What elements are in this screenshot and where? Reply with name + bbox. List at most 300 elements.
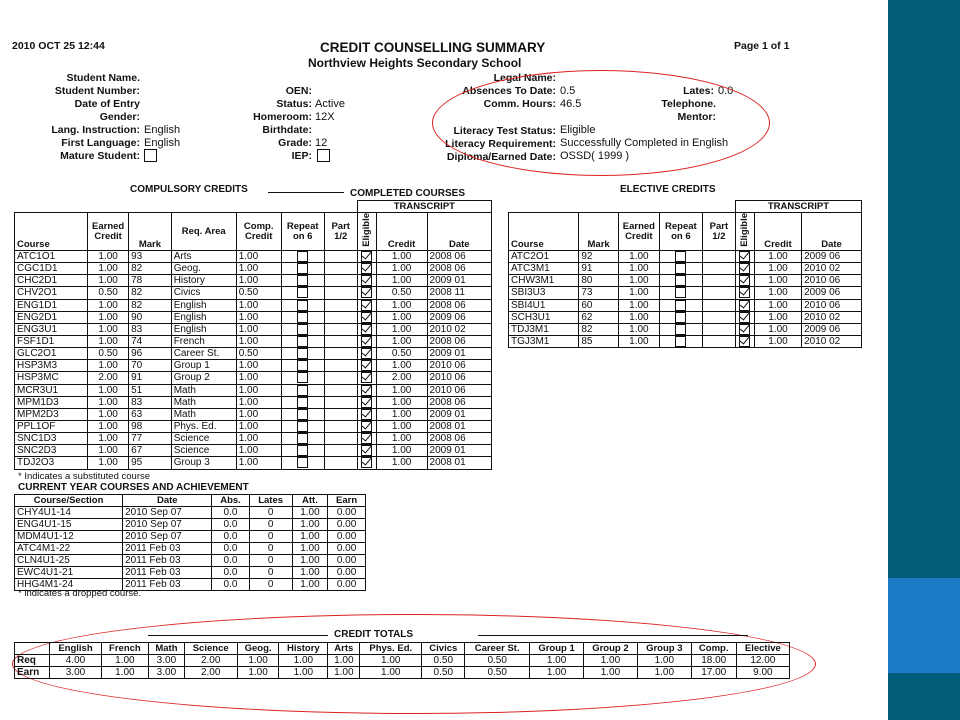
course-code: CGC1D1 (15, 263, 88, 275)
elective-row (509, 311, 862, 323)
transcript-date: 2009 06 (802, 251, 862, 263)
repeat-checkbox (297, 372, 308, 383)
transcript-credit: 1.00 (376, 420, 427, 432)
value-first-language: English (144, 137, 181, 149)
req-area: Phys. Ed. (171, 420, 236, 432)
repeat-checkbox (675, 312, 686, 323)
totals-value: 1.00 (101, 655, 149, 667)
part-cell (324, 335, 357, 347)
part-cell (324, 275, 357, 287)
repeat-checkbox-cell (659, 263, 702, 275)
req-area: Math (171, 408, 236, 420)
eligible-checkbox (361, 457, 372, 468)
transcript-date: 2009 01 (427, 408, 491, 420)
transcript-date: 2008 06 (427, 299, 491, 311)
transcript-date: 2010 02 (802, 335, 862, 347)
earned: 0.00 (328, 543, 366, 555)
repeat-checkbox (675, 300, 686, 311)
label-oen: OEN: (285, 85, 312, 97)
report-title: CREDIT COUNSELLING SUMMARY (320, 40, 546, 55)
totals-value: 0.50 (465, 655, 530, 667)
totals-row (15, 667, 790, 679)
eligible-checkbox (739, 300, 750, 311)
label-birthdate: Birthdate: (262, 124, 312, 136)
course-code: HSP3MC (15, 372, 88, 384)
transcript-credit: 1.00 (376, 457, 427, 469)
label-grade: Grade: (278, 137, 312, 149)
mark: 78 (129, 275, 172, 287)
transcript-credit: 1.00 (376, 335, 427, 347)
earned-credit: 1.00 (618, 251, 659, 263)
comp-credit: 1.00 (236, 408, 281, 420)
compulsory-row (15, 396, 492, 408)
totals-header: Math (149, 643, 184, 655)
repeat-checkbox-cell (659, 323, 702, 335)
repeat-checkbox-cell (281, 287, 324, 299)
part-cell (324, 445, 357, 457)
value-lang-instruction: English (144, 124, 181, 136)
comp-credit: 1.00 (236, 445, 281, 457)
course-code: SBI4U1 (509, 299, 579, 311)
repeat-checkbox (675, 275, 686, 286)
totals-row-label: Req (15, 655, 50, 667)
req-area: Science (171, 433, 236, 445)
earned-credit: 1.00 (618, 335, 659, 347)
mark: 96 (129, 348, 172, 360)
transcript-credit: 1.00 (376, 323, 427, 335)
earned-credit: 1.00 (88, 445, 129, 457)
transcript-date: 2010 06 (427, 384, 491, 396)
repeat-checkbox (297, 275, 308, 286)
attempted: 1.00 (292, 567, 327, 579)
part-cell (324, 287, 357, 299)
req-area: Civics (171, 287, 236, 299)
compulsory-row (15, 263, 492, 275)
course-section: EWC4U1-21 (15, 567, 123, 579)
totals-row (15, 655, 790, 667)
earned-credit: 1.00 (88, 275, 129, 287)
comp-credit: 1.00 (236, 263, 281, 275)
section-elective: ELECTIVE CREDITS (620, 184, 716, 195)
credit-counselling-document (8, 28, 884, 718)
totals-value: 3.00 (50, 667, 101, 679)
header-course: Course (15, 213, 88, 251)
earned-credit: 1.00 (88, 408, 129, 420)
current-header-date: Date (123, 495, 212, 507)
header-mark: Mark (129, 213, 172, 251)
repeat-checkbox-cell (281, 311, 324, 323)
transcript-credit: 1.00 (376, 311, 427, 323)
header-earned-credit: Earned Credit (88, 213, 129, 251)
elective-header-course: Course (509, 213, 579, 251)
transcript-credit: 1.00 (376, 384, 427, 396)
totals-value: 1.00 (360, 667, 422, 679)
transcript-date: 2010 02 (427, 323, 491, 335)
part-cell (324, 457, 357, 469)
value-diploma: OSSD( 1999 ) (560, 150, 630, 162)
comp-credit: 1.00 (236, 299, 281, 311)
mark: 82 (129, 287, 172, 299)
course-code: MCR3U1 (15, 384, 88, 396)
transcript-credit: 1.00 (754, 311, 801, 323)
comp-credit: 1.00 (236, 420, 281, 432)
earned: 0.00 (328, 531, 366, 543)
earned: 0.00 (328, 519, 366, 531)
part-cell (702, 335, 735, 347)
comp-credit: 1.00 (236, 384, 281, 396)
repeat-checkbox-cell (281, 433, 324, 445)
transcript-date: 2008 01 (427, 457, 491, 469)
earned-credit: 1.00 (618, 299, 659, 311)
totals-value: 1.00 (237, 655, 279, 667)
mark: 91 (129, 372, 172, 384)
current-header-earn: Earn (328, 495, 366, 507)
earned-credit: 1.00 (88, 384, 129, 396)
earned-credit: 1.00 (88, 457, 129, 469)
totals-header: Elective (736, 643, 789, 655)
transcript-header-elective: TRANSCRIPT (735, 201, 861, 213)
repeat-checkbox-cell (281, 457, 324, 469)
transcript-credit: 1.00 (754, 287, 801, 299)
mark: 98 (129, 420, 172, 432)
part-cell (324, 408, 357, 420)
header-req-area: Req. Area (171, 213, 236, 251)
req-area: Science (171, 445, 236, 457)
course-code: MPM1D3 (15, 396, 88, 408)
part-cell (702, 263, 735, 275)
elective-header-repeat: Repeat on 6 (659, 213, 702, 251)
totals-value: 17.00 (691, 667, 736, 679)
mark: 92 (579, 251, 619, 263)
transcript-credit: 1.00 (376, 408, 427, 420)
compulsory-row (15, 287, 492, 299)
course-code: ATC3M1 (509, 263, 579, 275)
value-literacy-status: Eligible (560, 124, 596, 136)
totals-value: 0.50 (465, 667, 530, 679)
compulsory-row (15, 360, 492, 372)
repeat-checkbox (675, 251, 686, 262)
label-legal-name: Legal Name: (493, 72, 556, 84)
eligible-checkbox-cell (735, 335, 754, 347)
label-student-number: Student Number: (54, 85, 140, 97)
header-repeat: Repeat on 6 (281, 213, 324, 251)
transcript-date: 2010 06 (802, 275, 862, 287)
lates: 0 (249, 579, 292, 591)
mark: 70 (129, 360, 172, 372)
repeat-checkbox-cell (659, 299, 702, 311)
header-part: Part 1/2 (324, 213, 357, 251)
repeat-checkbox-cell (281, 408, 324, 420)
mark: 83 (129, 396, 172, 408)
note-substituted: * Indicates a substituted course (18, 471, 151, 482)
course-code: CHC2D1 (15, 275, 88, 287)
totals-value: 18.00 (691, 655, 736, 667)
totals-header: French (101, 643, 149, 655)
repeat-checkbox (297, 385, 308, 396)
transcript-date: 2008 06 (427, 335, 491, 347)
mark: 62 (579, 311, 619, 323)
page-indicator: Page 1 of 1 (734, 40, 790, 52)
repeat-checkbox (297, 287, 308, 298)
eligible-checkbox (361, 397, 372, 408)
totals-header: Phys. Ed. (360, 643, 422, 655)
elective-row (509, 263, 862, 275)
repeat-checkbox-cell (659, 287, 702, 299)
elective-header-mark: Mark (579, 213, 619, 251)
earned-credit: 1.00 (88, 360, 129, 372)
comp-credit: 1.00 (236, 311, 281, 323)
elective-credits-table (508, 200, 862, 348)
transcript-date: 2009 01 (427, 445, 491, 457)
iep-checkbox (317, 149, 330, 162)
totals-value: 1.00 (279, 667, 328, 679)
totals-value: 9.00 (736, 667, 789, 679)
transcript-credit: 1.00 (376, 360, 427, 372)
elective-row (509, 335, 862, 347)
course-code: TDJ3M1 (509, 323, 579, 335)
totals-header: Group 3 (637, 643, 691, 655)
repeat-checkbox-cell (281, 372, 324, 384)
note-dropped: * indicates a dropped course. (18, 588, 142, 599)
mark: 83 (129, 323, 172, 335)
totals-value: 4.00 (50, 655, 101, 667)
course-code: SNC2D3 (15, 445, 88, 457)
mark: 67 (129, 445, 172, 457)
course-code: CHW3M1 (509, 275, 579, 287)
totals-value: 1.00 (530, 667, 584, 679)
course-code: PPL1OF (15, 420, 88, 432)
repeat-checkbox-cell (281, 420, 324, 432)
attempted: 1.00 (292, 519, 327, 531)
label-mentor: Mentor: (677, 111, 716, 123)
header-comp-credit: Comp. Credit (236, 213, 281, 251)
transcript-header-compulsory: TRANSCRIPT (357, 201, 491, 213)
transcript-credit: 1.00 (376, 263, 427, 275)
totals-header: Science (184, 643, 237, 655)
totals-value: 1.00 (237, 667, 279, 679)
totals-value: 1.00 (637, 667, 691, 679)
earned-credit: 1.00 (88, 263, 129, 275)
current-header-abs: Abs. (212, 495, 249, 507)
divider-totals-left (148, 635, 328, 636)
part-cell (324, 420, 357, 432)
earned: 0.00 (328, 579, 366, 591)
mark: 82 (579, 323, 619, 335)
course-section: CHY4U1-14 (15, 507, 123, 519)
part-cell (324, 251, 357, 263)
compulsory-row (15, 348, 492, 360)
transcript-credit: 1.00 (376, 445, 427, 457)
part-cell (702, 299, 735, 311)
totals-value: 3.00 (149, 655, 184, 667)
label-comm-hours: Comm. Hours: (483, 98, 556, 110)
value-status: Active (315, 98, 345, 110)
mark: 73 (579, 287, 619, 299)
eligible-checkbox-cell (357, 457, 376, 469)
attempted: 1.00 (292, 579, 327, 591)
current-year-table (14, 494, 366, 591)
elective-header-date: Date (802, 213, 862, 251)
req-area: Group 1 (171, 360, 236, 372)
req-area: Group 2 (171, 372, 236, 384)
section-completed: COMPLETED COURSES (350, 188, 466, 199)
repeat-checkbox-cell (281, 396, 324, 408)
totals-value: 1.00 (360, 655, 422, 667)
earned-credit: 1.00 (618, 323, 659, 335)
earned-credit: 1.00 (618, 275, 659, 287)
label-iep: IEP: (291, 150, 312, 162)
part-cell (324, 323, 357, 335)
mark: 74 (129, 335, 172, 347)
earned-credit: 1.00 (88, 299, 129, 311)
course-date: 2011 Feb 03 (123, 543, 212, 555)
course-code: ATC1O1 (15, 251, 88, 263)
mark: 63 (129, 408, 172, 420)
totals-header: Group 1 (530, 643, 584, 655)
divider-totals-right (478, 635, 748, 636)
absences: 0.0 (212, 531, 249, 543)
label-literacy-status: Literacy Test Status: (453, 125, 556, 137)
totals-header: Geog. (237, 643, 279, 655)
label-homeroom: Homeroom: (253, 111, 312, 123)
transcript-date: 2010 06 (427, 372, 491, 384)
label-absences: Absences To Date: (462, 85, 556, 97)
current-header-att: Att. (292, 495, 327, 507)
totals-value: 1.00 (530, 655, 584, 667)
current-row (15, 543, 366, 555)
repeat-checkbox (675, 263, 686, 274)
totals-header: English (50, 643, 101, 655)
totals-value: 1.00 (328, 667, 360, 679)
totals-value: 1.00 (583, 667, 637, 679)
mark: 82 (129, 263, 172, 275)
elective-row (509, 287, 862, 299)
req-area: English (171, 323, 236, 335)
section-compulsory: COMPULSORY CREDITS (130, 184, 248, 195)
transcript-date: 2009 01 (427, 275, 491, 287)
compulsory-row (15, 311, 492, 323)
absences: 0.0 (212, 579, 249, 591)
repeat-checkbox-cell (281, 384, 324, 396)
req-area: Career St. (171, 348, 236, 360)
compulsory-row (15, 323, 492, 335)
current-row (15, 555, 366, 567)
part-cell (324, 433, 357, 445)
course-code: GLC2O1 (15, 348, 88, 360)
attempted: 1.00 (292, 543, 327, 555)
course-code: ENG2D1 (15, 311, 88, 323)
totals-value: 1.00 (101, 667, 149, 679)
totals-header: Arts (328, 643, 360, 655)
absences: 0.0 (212, 507, 249, 519)
value-homeroom: 12X (315, 111, 335, 123)
req-area: Geog. (171, 263, 236, 275)
absences: 0.0 (212, 555, 249, 567)
part-cell (702, 275, 735, 287)
course-date: 2010 Sep 07 (123, 531, 212, 543)
label-lates: Lates: (683, 85, 714, 97)
earned-credit: 1.00 (618, 263, 659, 275)
repeat-checkbox-cell (659, 311, 702, 323)
transcript-credit: 1.00 (376, 433, 427, 445)
earned: 0.00 (328, 555, 366, 567)
lates: 0 (249, 555, 292, 567)
value-literacy-requirement: Successfully Completed in English (560, 137, 729, 149)
value-lates: 0.0 (718, 85, 734, 97)
course-code: MPM2D3 (15, 408, 88, 420)
eligible-checkbox (361, 372, 372, 383)
totals-value: 2.00 (184, 655, 237, 667)
compulsory-row (15, 384, 492, 396)
repeat-checkbox (297, 433, 308, 444)
repeat-checkbox (297, 421, 308, 432)
mark: 60 (579, 299, 619, 311)
transcript-date: 2010 06 (802, 299, 862, 311)
earned-credit: 0.50 (88, 348, 129, 360)
comp-credit: 0.50 (236, 287, 281, 299)
compulsory-row (15, 251, 492, 263)
compulsory-row (15, 275, 492, 287)
comp-credit: 1.00 (236, 335, 281, 347)
totals-value: 1.00 (637, 655, 691, 667)
totals-value: 1.00 (328, 655, 360, 667)
compulsory-row (15, 457, 492, 469)
repeat-checkbox-cell (281, 348, 324, 360)
course-code: CHV2O1 (15, 287, 88, 299)
elective-header-earned-credit: Earned Credit (618, 213, 659, 251)
label-student-name: Student Name. (66, 72, 140, 84)
part-cell (324, 348, 357, 360)
lates: 0 (249, 519, 292, 531)
mark: 51 (129, 384, 172, 396)
repeat-checkbox (297, 348, 308, 359)
repeat-checkbox (297, 360, 308, 371)
repeat-checkbox (297, 457, 308, 468)
part-cell (702, 323, 735, 335)
transcript-credit: 1.00 (754, 299, 801, 311)
repeat-checkbox (675, 336, 686, 347)
transcript-credit: 2.00 (376, 372, 427, 384)
repeat-checkbox-cell (281, 323, 324, 335)
req-area: Arts (171, 251, 236, 263)
transcript-date: 2008 06 (427, 433, 491, 445)
req-area: History (171, 275, 236, 287)
transcript-credit: 1.00 (376, 251, 427, 263)
transcript-date: 2010 06 (427, 360, 491, 372)
repeat-checkbox-cell (281, 445, 324, 457)
label-mature-student: Mature Student: (60, 150, 140, 162)
repeat-checkbox (297, 251, 308, 262)
attempted: 1.00 (292, 507, 327, 519)
elective-row (509, 251, 862, 263)
lates: 0 (249, 531, 292, 543)
comp-credit: 0.50 (236, 348, 281, 360)
current-header-lates: Lates (249, 495, 292, 507)
course-code: FSF1D1 (15, 335, 88, 347)
comp-credit: 1.00 (236, 360, 281, 372)
transcript-credit: 0.50 (376, 348, 427, 360)
repeat-checkbox (297, 336, 308, 347)
school-name: Northview Heights Secondary School (308, 56, 522, 70)
transcript-credit: 1.00 (754, 275, 801, 287)
transcript-credit: 1.00 (754, 335, 801, 347)
course-code: HSP3M3 (15, 360, 88, 372)
earned-credit: 1.00 (618, 287, 659, 299)
transcript-date: 2008 01 (427, 420, 491, 432)
repeat-checkbox-cell (659, 335, 702, 347)
transcript-date: 2009 06 (802, 323, 862, 335)
compulsory-row (15, 445, 492, 457)
